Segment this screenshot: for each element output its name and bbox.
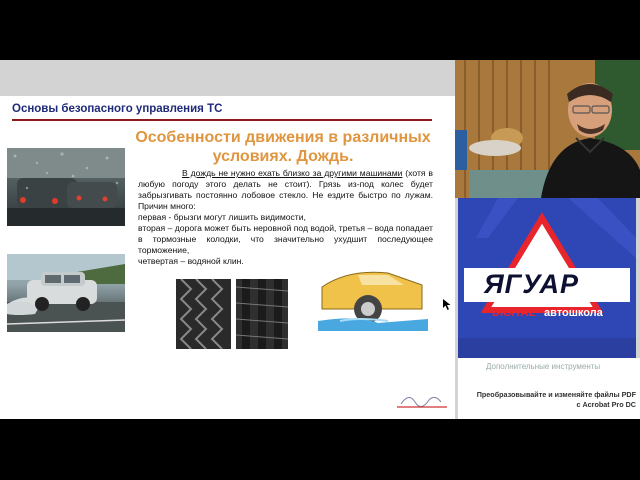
slide-body-text xyxy=(138,168,433,267)
mouse-cursor-icon xyxy=(443,299,451,310)
webcam-feed xyxy=(455,60,640,198)
reason-first: первая - брызги могут лишить видимости, xyxy=(138,212,306,222)
header-rule xyxy=(12,119,432,121)
logo-school-text: автошкола xyxy=(544,307,603,319)
acrobat-promo-line1: Преобразовывайте и изменяйте файлы PDF xyxy=(476,390,636,399)
presentation-stage xyxy=(0,60,640,419)
aquaplaning-car-illustration xyxy=(318,265,428,331)
suv-splash-photo xyxy=(7,254,125,332)
driving-school-logo-panel xyxy=(458,198,636,377)
signature-mark xyxy=(395,386,450,411)
logo-brand-text: ЯГУАР xyxy=(484,269,580,299)
slide xyxy=(0,96,455,419)
rain-traffic-photo xyxy=(7,148,125,226)
acrobat-promo-panel[interactable] xyxy=(458,358,640,419)
slide-title-line1: Особенности движения в различных xyxy=(135,129,431,146)
logo-digital-text: DIGITAL xyxy=(492,307,536,319)
underlined-lead: В дождь не нужно ехать близко за другими машинами xyxy=(182,168,403,178)
tire-tread-photo-2 xyxy=(236,279,288,349)
paragraph-intro xyxy=(138,168,433,212)
slide-title-line2: условиях. Дождь. xyxy=(212,148,354,165)
slide-title xyxy=(133,128,433,166)
acrobat-promo-text[interactable] xyxy=(464,390,636,410)
tire-tread-photo-1 xyxy=(176,279,231,349)
reason-second: вторая – дорога может быть неровной под водой, третья – вода попадает в тормозные колодки, что значительно ухудшит последующее торможение, xyxy=(138,223,433,255)
acrobat-promo-line2: с Acrobat Pro DC xyxy=(576,400,636,409)
reason-fourth: четвертая – водяной клин. xyxy=(138,256,244,266)
slide-header: Основы безопасного управления ТС xyxy=(12,103,223,115)
acrobat-tools-label: Дополнительные инструменты xyxy=(486,362,601,371)
intro-rest: (хотя в любую погоду этого делать не стоит). Грязь из-под колес будет забрызгивать постоянно лобовое стекло. Не ездите быстро по лужам. Причин много: xyxy=(138,168,433,211)
